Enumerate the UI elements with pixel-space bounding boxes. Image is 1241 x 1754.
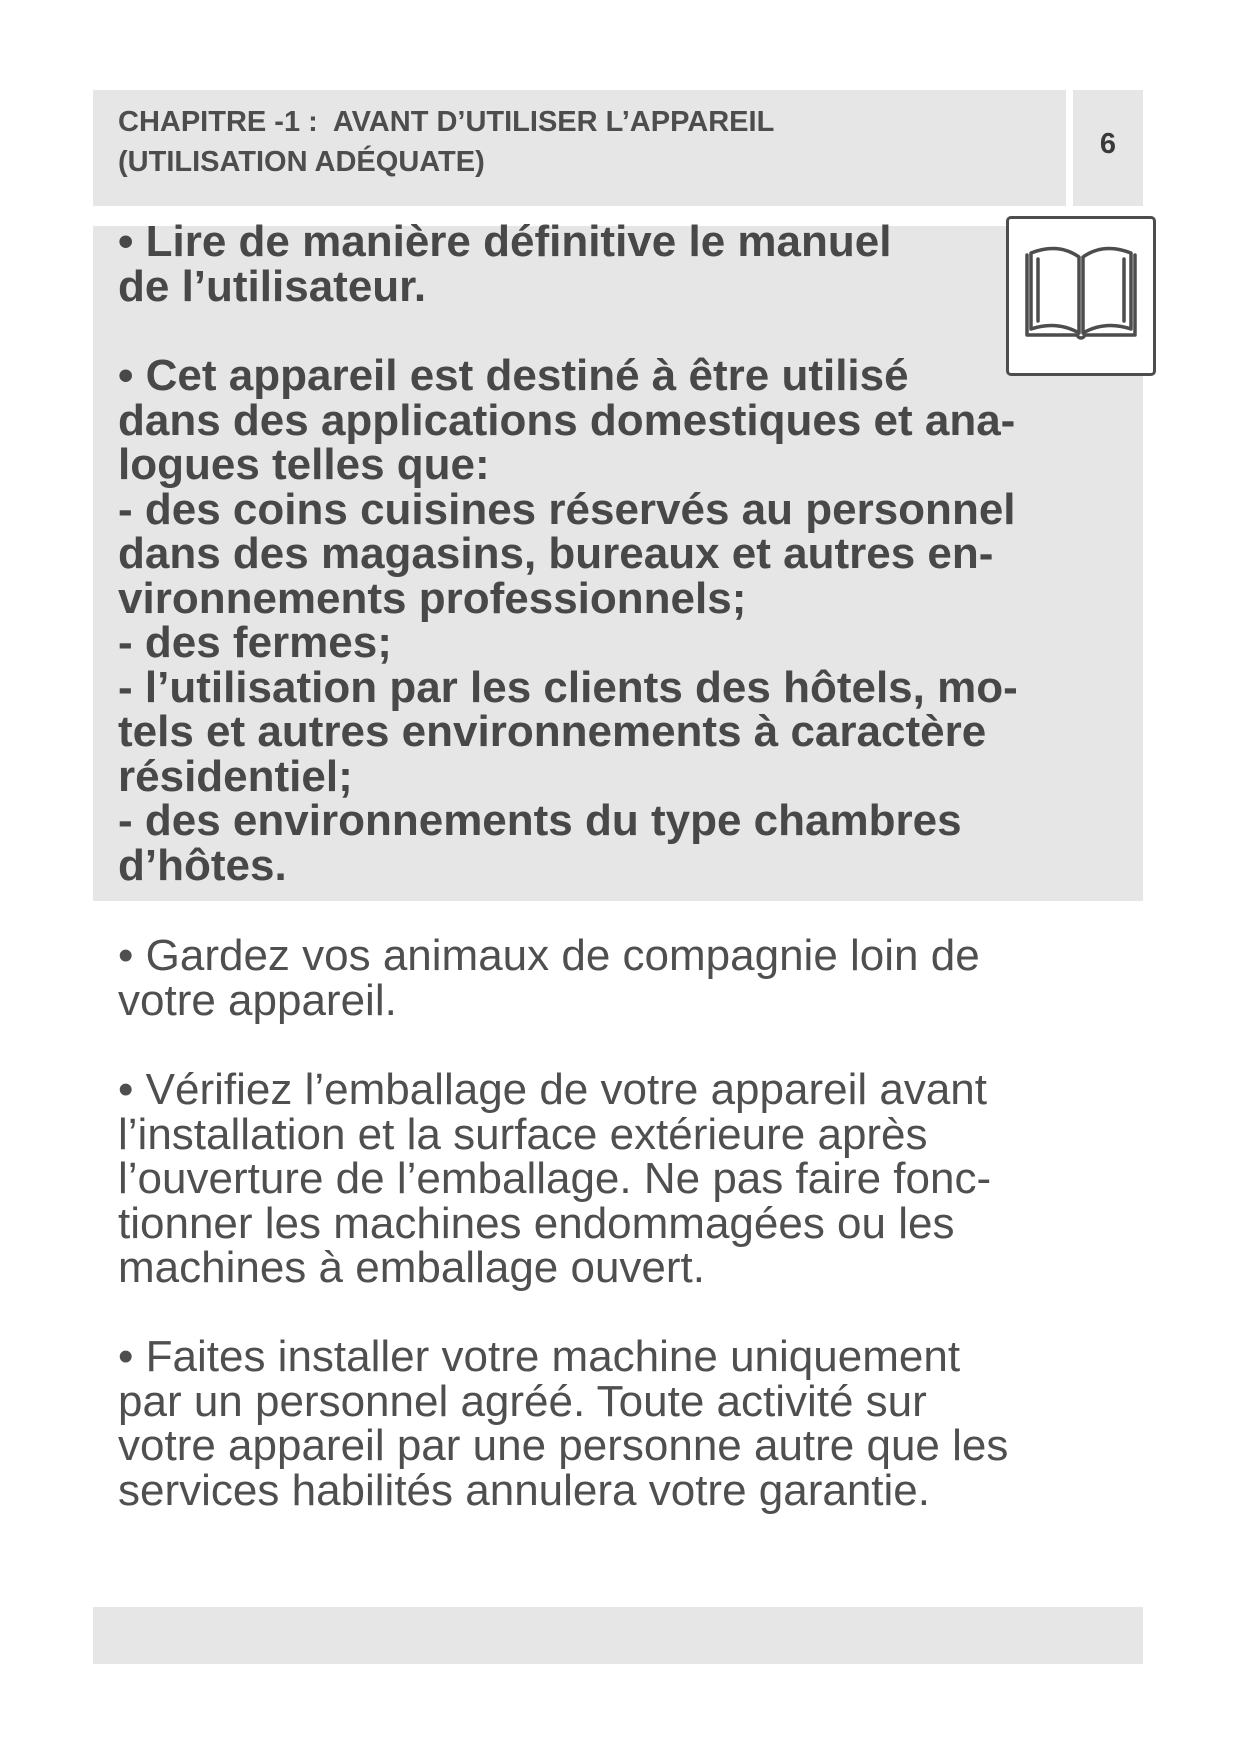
footer-bar — [93, 1607, 1143, 1664]
intended-use-paragraph: • Cet appareil est destiné à être utilisé dans des applications domestiques et ana- logues telles que: - des coins cuisines réservés au personnel dans des magasins, bureaux et autres en- vironnements professionnels; - des fermes; - l’utilisation par les clients des hôtels, mo- tels et autres environnements à caractère résidentiel; - des environnements du type chambres d’hôtes. — [118, 351, 1018, 890]
chapter-header — [93, 90, 1143, 206]
chapter-title-box — [93, 90, 1066, 206]
page-number-box — [1073, 90, 1143, 206]
open-book-icon — [1006, 216, 1156, 376]
authorized-installation-paragraph: • Faites installer votre machine uniquement par un personnel agréé. Toute activité sur votre appareil par une personne autre que les services habilités annulera votre garantie. — [118, 1332, 1009, 1515]
chapter-title: CHAPITRE -1 : AVANT D’UTILISER L’APPAREIL (UTILISATION ADÉQUATE) — [118, 106, 775, 178]
pets-warning-paragraph: • Gardez vos animaux de compagnie loin de votre appareil. — [118, 931, 980, 1025]
packaging-check-paragraph: • Vérifiez l’emballage de votre appareil avant l’installation et la surface extérieure après l’ouverture de l’emballage. Ne pas faire fonc- tionner les machines endommagées ou les machines à emballage ouvert. — [118, 1065, 992, 1292]
open-book-graphic — [1021, 237, 1141, 355]
page-number: 6 — [1099, 128, 1117, 160]
read-manual-paragraph: • Lire de manière définitive le manuel de l’utilisateur. — [118, 217, 892, 311]
